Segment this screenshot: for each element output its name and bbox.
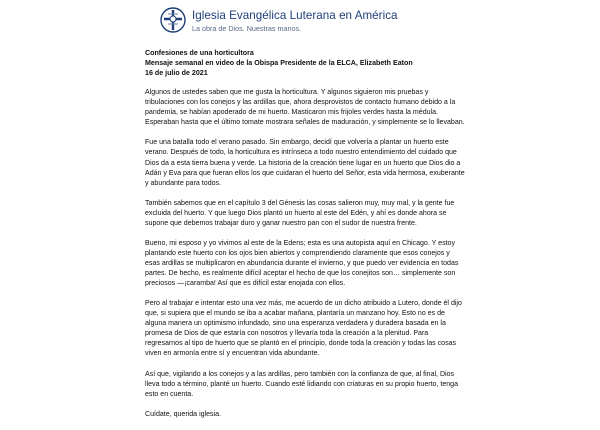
document-date: 16 de julio de 2021 <box>145 69 208 78</box>
heading-spacer <box>145 78 465 88</box>
logo-text <box>192 7 398 32</box>
letter-content <box>145 48 465 430</box>
paragraph-3: También sabemos que en el capítulo 3 del Génesis las cosas salieron muy, muy mal, y la gente fue excluida del huerto. Y que luego Dios plantó un huerto al este del Edén, y ahí es donde ahora se supone que debemos trabajar duro y ganar nuestro pan con el sudor de nuestra frente. <box>145 199 455 227</box>
closing-line: Cuídate, querida iglesia. <box>145 410 221 418</box>
paragraph-2: Fue una batalla todo el verano pasado. Sin embargo, decidí que volvería a plantar un huerto este verano. Después de todo, la horticultura es intrínseca a todo nuestro entendimiento del cuidado que Dios da a esta tierra buena y verde. La historia de la creación tiene lugar en un huerto que Dios dio a Adán y Eva para que fueran ellos los que cuidaran el huerto del Señor, esta vida hermosa, exuberante y abundante para todos. <box>145 139 465 187</box>
letter-heading <box>145 48 465 78</box>
org-name: Iglesia Evangélica Luterana en América <box>192 9 398 22</box>
document-subtitle: Mensaje semanal en video de la Obispa Presidente de la ELCA, Elizabeth Eaton <box>145 59 413 68</box>
paragraph-5: Pero al trabajar e intentar esto una vez más, me acuerdo de un dicho atribuido a Lutero, donde él dijo que, si supiera que el mundo se iba a acabar mañana, plantaría un manzano hoy. Esto no es de alguna manera un optimismo infundado, sino una esperanza verdadera y duradera basada en la promesa de Dios de que estaría con nosotros y llevaría toda la creación a la plenitud. Para regresarnos al tipo de huerto que se plantó en el principio, donde toda la creación y todas las cosas viven en armonía entre sí y encuentran vida abundante. <box>145 300 462 358</box>
elca-cross-logo-icon <box>160 7 186 33</box>
org-tagline: La obra de Dios. Nuestras manos. <box>192 23 302 33</box>
document-title: Confesiones de una horticultora <box>145 49 254 57</box>
paragraph-6: Así que, vigilando a los conejos y a las ardillas, pero también con la confianza de que, al final, Dios lleva todo a término, planté un huerto. Cuando esté lidiando con criaturas en su propio huerto, tenga esto en cuenta. <box>145 370 459 398</box>
paragraph-1: Algunos de ustedes saben que me gusta la horticultura. Y algunos siguieron mis pruebas y tribulaciones con los conejos y las ardillas que, ahora desprovistos de contacto humano debido a la pandemia, se habían apoderado de mi huerto. Masticaron mis frijoles verdes hasta la médula. Esperaban hasta que el último tomate mostrara señales de maduración, y simplemente se lo llevaban. <box>145 89 465 127</box>
paragraph-4: Bueno, mi esposo y yo vivimos al este de la Edens; esta es una autopista aquí en Chicago. Y estoy plantando este huerto con los ojos bien abiertos y comprendiendo claramente que esos conejos y esas ardillas se multiplicaron en abundancia durante el invierno, y que puedo ver evidencia en todas partes. De hecho, es realmente difícil aceptar el hecho de que los conejitos son… simplemente son preciosos —¡caramba! Así que es difícil estar enojada con ellos. <box>145 239 459 288</box>
elca-logo[interactable] <box>160 7 398 33</box>
